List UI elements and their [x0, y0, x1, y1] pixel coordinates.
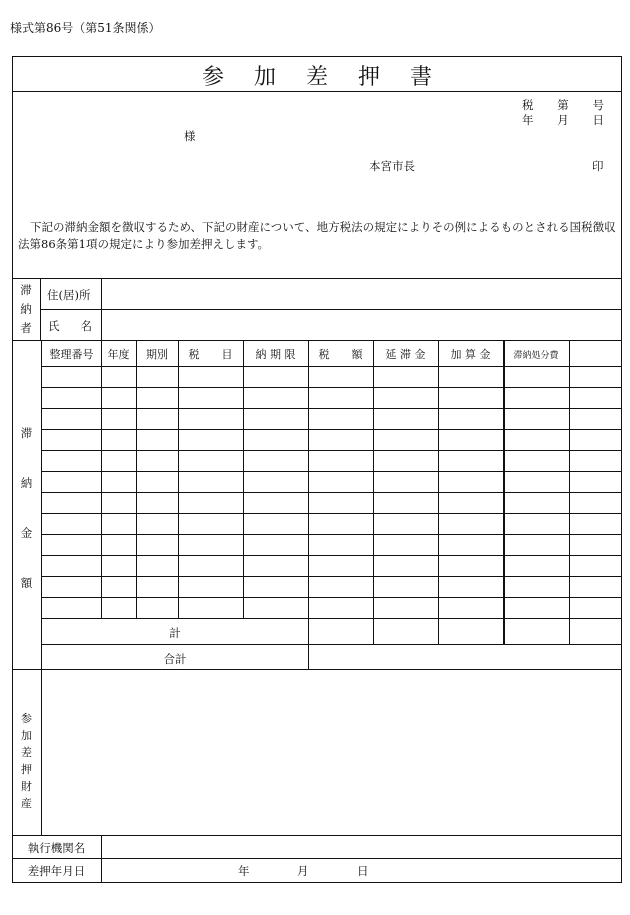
table-row-line [42, 366, 622, 367]
table-column-line [243, 340, 244, 618]
body-text: 下記の滞納金額を徴収するため、下記の財産について、地方税法の規定によりその例によるものとされる国税徴収法第86条第1項の規定により参加差押えします。 [18, 220, 616, 251]
table-column-line [308, 644, 309, 669]
amount-section-label [12, 425, 41, 591]
table-row-line [42, 555, 622, 556]
table-header-cell: 税 額 [318, 348, 363, 361]
seal-mark: 印 [592, 159, 604, 173]
issuer-mayor: 本宮市長 [369, 159, 415, 173]
table-row-line [42, 387, 622, 388]
date-month: 月 [557, 113, 569, 127]
form-number-label: 様式第86号（第51条関係） [10, 21, 161, 35]
table-row-line [42, 534, 622, 535]
table-column-line [569, 340, 570, 644]
table-header-cell: 納 期 限 [255, 348, 296, 361]
divider [41, 669, 42, 835]
table-header-cell: 加 算 金 [450, 348, 491, 361]
execution-agency-field[interactable] [102, 837, 620, 857]
name-field[interactable] [102, 311, 620, 339]
divider [41, 340, 42, 669]
table-header-cell: 期別 [146, 348, 168, 361]
divider [12, 835, 622, 836]
divider [12, 91, 622, 92]
divider [12, 669, 622, 670]
label-char: 参 [21, 712, 32, 725]
delinquent-label [12, 282, 40, 336]
name-label [48, 318, 92, 334]
table-column-line [373, 340, 374, 644]
date-year: 年 [522, 113, 534, 127]
addressee-honorific: 様 [184, 129, 196, 143]
divider [12, 340, 622, 341]
table-header-cell: 税 目 [188, 348, 233, 361]
table-row-line [42, 597, 622, 598]
doc-number-suffix: 号 [592, 98, 604, 112]
table-row-line [42, 408, 622, 409]
label-char: 者 [20, 321, 32, 335]
document-number [522, 97, 604, 113]
total-label: 合計 [163, 652, 187, 666]
table-row-line [42, 471, 622, 472]
table-row-line [42, 644, 622, 645]
label-char: 名 [80, 319, 92, 333]
table-column-line [438, 340, 439, 644]
label-char: 額 [20, 576, 33, 590]
label-char: 納 [20, 476, 33, 490]
label-char: 差 [21, 746, 32, 759]
seizure-date-month: 月 [297, 864, 309, 878]
divider [40, 278, 41, 340]
table-column-line [136, 340, 137, 618]
table-column-line [504, 340, 505, 644]
label-char: 押 [21, 763, 32, 776]
table-column-line [178, 340, 179, 618]
table-header-cell: 年度 [107, 348, 130, 361]
table-row-line [42, 429, 622, 430]
doc-number-tax: 税 [522, 98, 534, 112]
address-label: 住(居)所 [47, 288, 91, 302]
label-char: 金 [20, 526, 33, 540]
table-row-line [42, 618, 622, 619]
seizure-date-day: 日 [357, 864, 369, 878]
property-field[interactable] [43, 671, 620, 833]
doc-number-no: 第 [557, 98, 569, 112]
table-header-cell: 延 滞 金 [385, 348, 426, 361]
divider [12, 858, 622, 859]
label-char: 財 [21, 780, 32, 793]
date-day: 日 [592, 113, 604, 127]
divider [12, 278, 622, 279]
table-row-line [42, 492, 622, 493]
table-header-cell: 滞納処分費 [513, 351, 559, 361]
label-char: 納 [20, 302, 32, 316]
table-row-line [42, 450, 622, 451]
table-header-cell: 整理番号 [49, 348, 94, 361]
table-row-line [42, 513, 622, 514]
table-column-line [101, 340, 102, 618]
page-title: 参加差押書 [201, 65, 462, 90]
label-char: 産 [21, 797, 32, 810]
label-char: 滞 [20, 283, 32, 297]
execution-agency-label: 執行機関名 [27, 841, 86, 855]
table-row-line [42, 576, 622, 577]
subtotal-label: 計 [169, 626, 181, 640]
label-char: 滞 [20, 426, 33, 440]
seizure-date-label: 差押年月日 [27, 864, 86, 878]
address-field[interactable] [102, 280, 620, 308]
document-date [522, 112, 604, 128]
divider [40, 309, 622, 310]
table-column-line [308, 340, 309, 644]
label-char: 加 [21, 729, 32, 742]
label-char: 氏 [48, 319, 60, 333]
property-label [12, 710, 41, 811]
seizure-date-year: 年 [238, 864, 250, 878]
